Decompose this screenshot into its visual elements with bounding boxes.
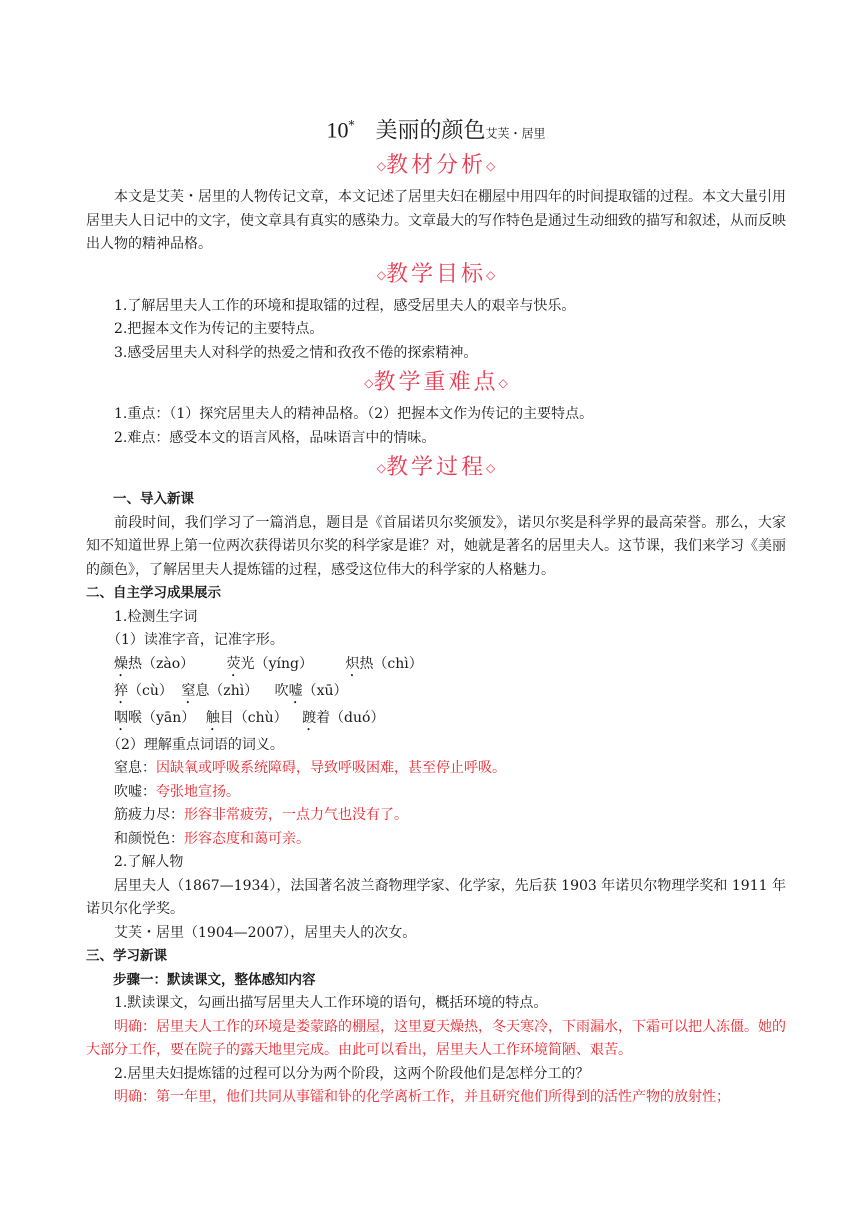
lesson-title <box>86 110 786 148</box>
key-item: 1.重点：（1）探究居里夫人的精神品格。（2）把握本文作为传记的主要特点。 <box>114 406 594 423</box>
key-item: 2.难点：感受本文的语言风格，品味语言中的情味。 <box>114 429 436 446</box>
pinyin-word: 炽热（chì） <box>345 655 423 672</box>
question-one: 1.默读课文，勾画出描写居里夫人工作环境的语句，概括环境的特点。 <box>114 995 548 1012</box>
word-definition: 窒息：因缺氧或呼吸系统障碍，导致呼吸困难，甚至停止呼吸。 <box>114 760 506 777</box>
lesson-number: 10 <box>326 117 349 143</box>
diamond-icon: ◇ <box>486 267 496 282</box>
pinyin-row <box>86 707 786 734</box>
diamond-icon: ◇ <box>486 159 496 174</box>
read-instruction: （1）读准字音，记准字形。 <box>107 632 284 649</box>
goal-item: 3.感受居里夫人对科学的热爱之情和孜孜不倦的探索精神。 <box>114 344 478 361</box>
diamond-icon: ◇ <box>486 461 496 476</box>
pinyin-word: 咽喉（yān） <box>114 709 196 726</box>
person-curie: 居里夫人（1867—1934），法国著名波兰裔物理学家、化学家，先后获 1903 年诺贝尔物理学奖和 1911 年诺贝尔化学奖。 <box>86 877 786 918</box>
word-definition: 筋疲力尽：形容非常疲劳，一点力气也没有了。 <box>114 807 408 824</box>
lesson-mark: * <box>348 118 355 132</box>
section-heading-key: ◇教学重难点◇ <box>364 370 508 396</box>
diamond-icon: ◇ <box>376 159 386 174</box>
diamond-icon: ◇ <box>498 376 508 391</box>
pinyin-word: 触目（chù） <box>205 709 288 726</box>
pinyin-word: 燥热（zào） <box>114 655 195 672</box>
pinyin-word: 荧光（yíng） <box>226 655 313 672</box>
question-two: 2.居里夫妇提炼镭的过程可以分为两个阶段，这两个阶段他们是怎样分工的？ <box>114 1065 590 1082</box>
section-heading-analysis: ◇教材分析◇ <box>376 153 496 179</box>
person-eve: 艾芙・居里（1904—2007），居里夫人的次女。 <box>114 924 417 941</box>
analysis-paragraph: 本文是艾芙・居里的人物传记文章，本文记述了居里夫妇在棚屋中用四年的时间提取镭的过程。本文大量引用居里夫人日记中的文字，使文章具有真实的感染力。文章最大的写作特色是通过生动细致的描写和叙述，从而反映出人物的精神品格。 <box>86 189 786 253</box>
check-words-heading: 1.检测生字词 <box>114 608 198 625</box>
goal-item: 2.把握本文作为传记的主要特点。 <box>114 321 324 338</box>
diamond-icon: ◇ <box>364 376 374 391</box>
lesson-title-text: 美丽的颜色 <box>375 118 486 144</box>
new-lesson-heading: 三、学习新课 <box>86 948 167 965</box>
pinyin-row <box>86 653 786 680</box>
section-heading-goals: ◇教学目标◇ <box>376 261 496 287</box>
pinyin-word: 踱着（duó） <box>302 709 385 726</box>
diamond-icon: ◇ <box>376 461 386 476</box>
diamond-icon: ◇ <box>376 267 386 282</box>
person-heading: 2.了解人物 <box>114 854 184 871</box>
answer-two: 明确：第一年里，他们共同从事镭和钋的化学离析工作，并且研究他们所得到的活性产物的放射性； <box>114 1089 730 1106</box>
pinyin-word: 窒息（zhì） <box>181 682 259 699</box>
goal-item: 1.了解居里夫人工作的环境和提取镭的过程，感受居里夫人的艰辛与快乐。 <box>114 297 576 314</box>
pinyin-word: 猝（cù） <box>114 682 173 699</box>
pinyin-word: 吹嘘（xū） <box>274 682 348 699</box>
word-definition: 和颜悦色：形容态度和蔼可亲。 <box>114 830 310 847</box>
section-heading-process: ◇教学过程◇ <box>376 455 496 481</box>
self-study-heading: 二、自主学习成果展示 <box>86 585 221 602</box>
intro-paragraph: 前段时间，我们学习了一篇消息，题目是《首届诺贝尔奖颁发》，诺贝尔奖是科学界的最高荣誉。那么，大家知不知道世界上第一位两次获得诺贝尔奖的科学家是谁？对，她就是著名的居里夫人。这节课，我们来学习《美丽的颜色》，了解居里夫人提炼镭的过程，感受这位伟大的科学家的人格魅力。 <box>86 514 786 578</box>
answer-one: 明确：居里夫人工作的环境是娄蒙路的棚屋，这里夏天燥热，冬天寒冷，下雨漏水，下霜可以把人冻僵。她的大部分工作，要在院子的露天地里完成。由此可以看出，居里夫人工作环境简陋、艰苦。 <box>86 1018 786 1059</box>
step-one-heading: 步骤一：默读课文，整体感知内容 <box>113 971 316 988</box>
word-definition: 吹嘘：夸张地宣扬。 <box>114 783 240 800</box>
intro-heading: 一、导入新课 <box>113 491 194 508</box>
lesson-author: 艾芙・居里 <box>485 126 546 141</box>
pinyin-row <box>86 680 786 707</box>
understand-instruction: （2）理解重点词语的词义。 <box>107 736 284 753</box>
document-page <box>86 110 786 1110</box>
